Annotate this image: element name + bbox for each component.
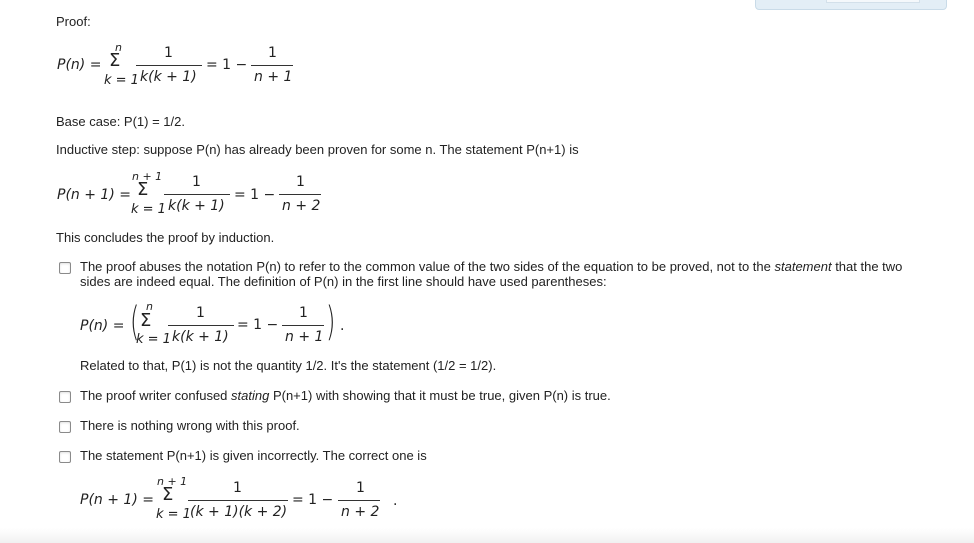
base-case: Base case: P(1) = 1/2. [56, 114, 185, 129]
inductive-step: Inductive step: suppose P(n) has already been proven for some n. The statement P(n+1) is [56, 142, 579, 157]
opt1-eq-mid: = 1 − [237, 317, 279, 333]
eq2-mid: = 1 − [234, 187, 276, 203]
eq1-mid: = 1 − [206, 57, 248, 73]
eq2-frac-bar [164, 194, 230, 195]
opt1-eq-frac-num: 1 [196, 305, 205, 321]
opt4-eq-rhs-bar [338, 500, 380, 501]
opt1-eq-end: . [340, 318, 345, 334]
option-1-label[interactable] [80, 259, 902, 275]
opt1-eq-rhs-num: 1 [299, 305, 308, 321]
option-1-line2: sides are indeed equal. The definition of P(n) in the first line should have used parentheses: [80, 274, 607, 289]
proof-title: Proof: [56, 14, 91, 29]
eq2-frac-num: 1 [192, 174, 201, 190]
eq2-rhs-num: 1 [296, 174, 305, 190]
option-1-text-b: that the two [831, 259, 903, 274]
opt1-eq-rhs-bar [282, 325, 324, 326]
eq2-frac-den: k(k + 1) [168, 198, 225, 214]
eq2-rhs-bar [279, 194, 321, 195]
top-toolbar-inner [826, 0, 920, 3]
eq2-sum-lower: k = 1 [131, 202, 166, 217]
opt1-left-paren: ( [130, 299, 140, 345]
eq1-rhs-bar [251, 65, 293, 66]
opt4-eq-sum-symbol: Σ [162, 484, 174, 505]
opt1-eq-lhs: P(n) = [80, 318, 125, 334]
bottom-edge [0, 528, 974, 543]
option-1-checkbox[interactable] [59, 262, 71, 274]
option-3-label[interactable]: There is nothing wrong with this proof. [80, 418, 300, 433]
eq1-sum-lower: k = 1 [104, 73, 139, 88]
eq2-rhs-den: n + 2 [282, 198, 321, 214]
eq1-rhs-den: n + 1 [254, 69, 293, 85]
opt4-eq-sum-upper: n + 1 [157, 475, 188, 488]
opt4-eq-frac-num: 1 [233, 480, 242, 496]
eq1-lhs: P(n) = [57, 57, 102, 73]
option-1-text-a: The proof abuses the notation P(n) to refer to the common value of the two sides of the equation to be proved, not to the [80, 259, 775, 274]
option-2-text-b: P(n+1) with showing that it must be true, given P(n) is true. [269, 388, 611, 403]
eq1-sum-symbol: Σ [109, 50, 121, 71]
opt1-eq-rhs-den: n + 1 [285, 329, 324, 345]
opt1-eq-sum-symbol: Σ [140, 310, 152, 331]
opt1-eq-sum-upper: n [146, 300, 153, 313]
opt4-eq-mid: = 1 − [292, 492, 334, 508]
option-2-label[interactable] [80, 388, 611, 404]
opt1-eq-frac-den: k(k + 1) [172, 329, 229, 345]
option-2-checkbox[interactable] [59, 391, 71, 403]
opt4-eq-frac-bar [188, 500, 288, 501]
opt4-eq-sum-lower: k = 1 [156, 507, 191, 522]
option-1-related: Related to that, P(1) is not the quantity 1/2. It's the statement (1/2 = 1/2). [80, 358, 497, 373]
opt4-eq-frac-den: (k + 1)(k + 2) [190, 504, 288, 520]
conclusion: This concludes the proof by induction. [56, 230, 275, 245]
opt1-eq-sum-lower: k = 1 [136, 332, 171, 347]
eq1-frac-num: 1 [164, 45, 173, 61]
option-2-emph: stating [231, 388, 270, 403]
eq1-frac-den: k(k + 1) [140, 69, 197, 85]
option-4-label[interactable]: The statement P(n+1) is given incorrectly. The correct one is [80, 448, 427, 463]
option-3-checkbox[interactable] [59, 421, 71, 433]
eq1-sum-upper: n [115, 41, 122, 54]
eq2-sum-upper: n + 1 [132, 170, 163, 183]
opt1-eq-frac-bar [168, 325, 234, 326]
top-toolbar-box [755, 0, 947, 10]
eq2-sum-symbol: Σ [137, 179, 149, 200]
option-2-text-a: The proof writer confused [80, 388, 232, 403]
opt4-eq-lhs: P(n + 1) = [80, 492, 154, 508]
eq2-lhs: P(n + 1) = [57, 187, 131, 203]
opt4-eq-rhs-num: 1 [356, 480, 365, 496]
option-4-checkbox[interactable] [59, 451, 71, 463]
opt4-eq-end: . [393, 493, 398, 509]
eq1-rhs-num: 1 [268, 45, 277, 61]
opt4-eq-rhs-den: n + 2 [341, 504, 380, 520]
opt1-right-paren: ) [326, 299, 336, 345]
option-1-emph: statement [774, 259, 832, 274]
eq1-frac-bar [136, 65, 202, 66]
